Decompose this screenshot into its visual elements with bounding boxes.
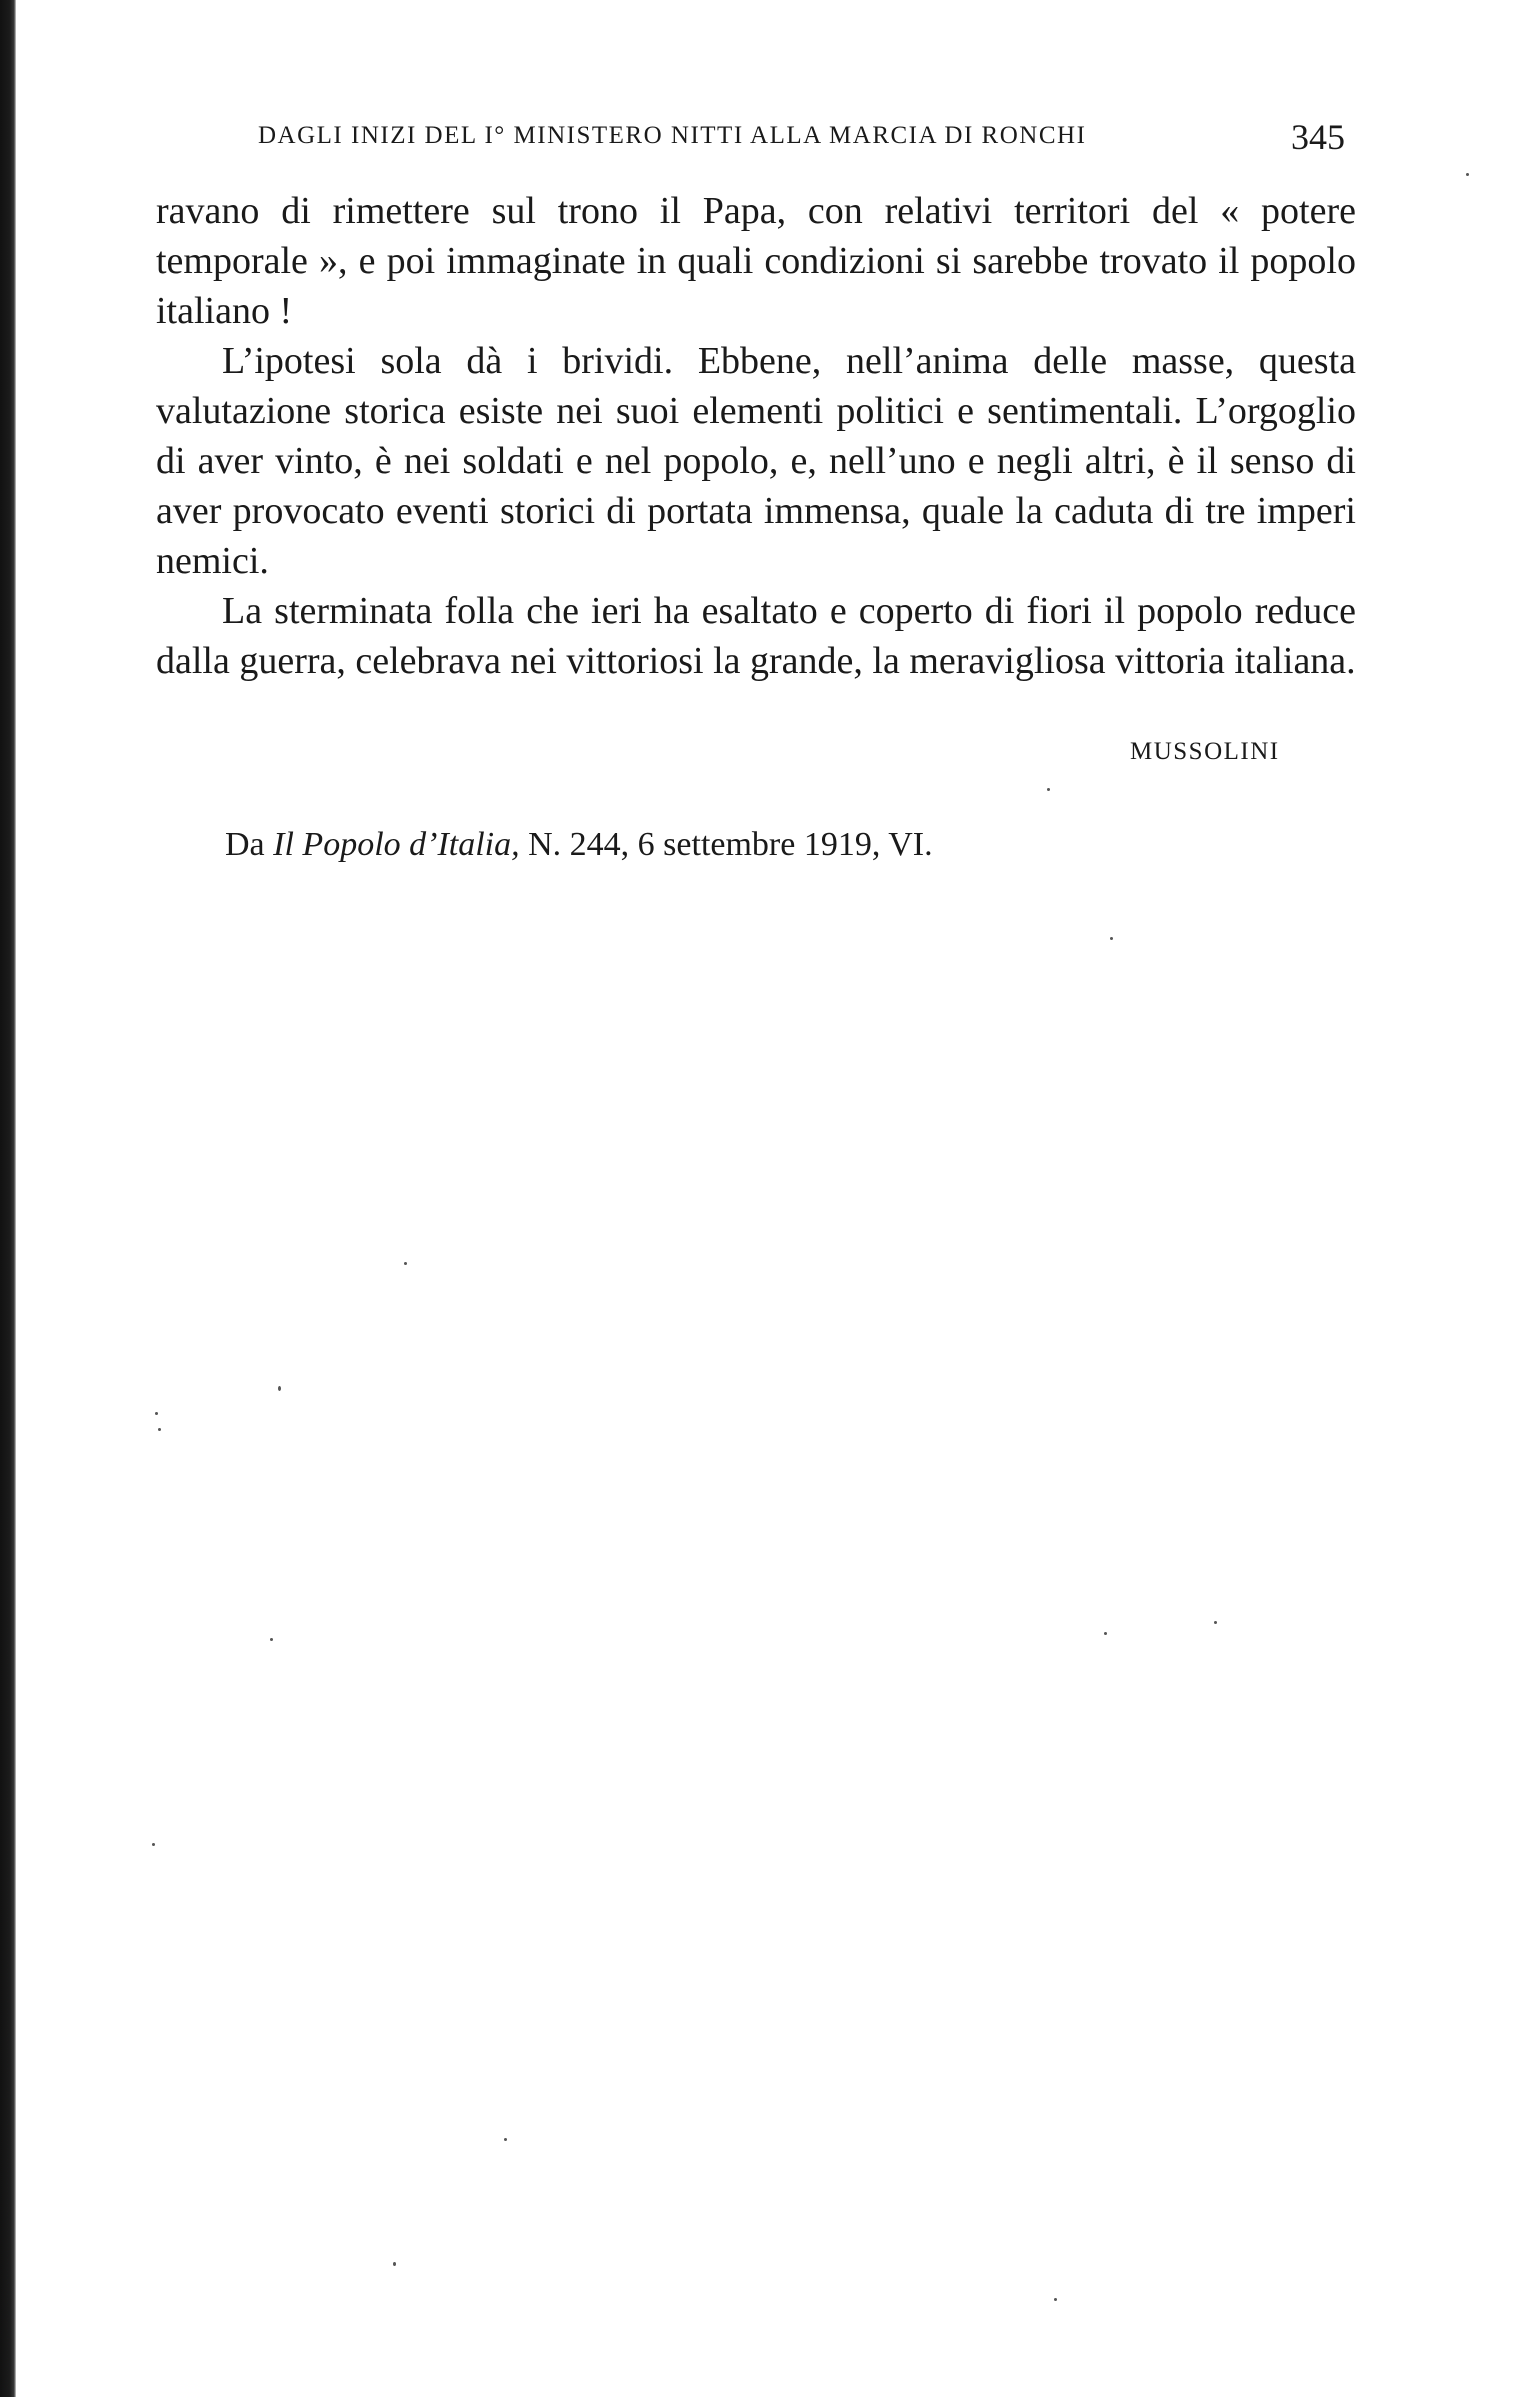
- binding-edge: [0, 0, 16, 2397]
- scan-speck: [158, 1428, 161, 1431]
- scan-speck: [404, 1262, 407, 1265]
- scan-speck: [278, 1386, 281, 1391]
- scan-speck: [1054, 2298, 1057, 2301]
- scan-speck: [1110, 937, 1113, 940]
- scan-speck: [1047, 788, 1050, 791]
- paragraph-1: ravano di rimettere sul trono il Papa, con relativi territori del « potere temporale », e poi immaginate in quali condizioni si sarebbe trovato il popolo italiano !: [156, 190, 1356, 332]
- running-title: DAGLI INIZI DEL I° MINISTERO NITTI ALLA MARCIA DI RONCHI: [258, 122, 1087, 149]
- paragraph-3: La sterminata folla che ieri ha esaltato e coperto di fiori il popolo reduce dalla guerra, celebrava nei vittoriosi la grande, la meravigliosa vittoria italiana.: [156, 590, 1356, 682]
- paragraph-2: L’ipotesi sola dà i brividi. Ebbene, nell’anima delle masse, questa valutazione storica esiste nei suoi elementi politici e sentimentali. L’orgoglio di aver vinto, è nei soldati e nel popolo, e, nell’uno e negli altri, è il senso di aver provocato eventi storici di portata immensa, quale la caduta di tre imperi nemici.: [156, 340, 1356, 582]
- running-head: [258, 118, 1358, 158]
- source-prefix: Da: [225, 826, 265, 863]
- scan-speck: [152, 1843, 155, 1846]
- scan-speck: [155, 1412, 158, 1415]
- source-publication: Il Popolo d’Italia,: [273, 826, 520, 863]
- scan-speck: [1466, 173, 1469, 176]
- page-number: 345: [1291, 117, 1345, 157]
- author-signature: MUSSOLINI: [1130, 738, 1280, 765]
- body-text: [156, 186, 1356, 686]
- scan-speck: [1104, 1632, 1107, 1635]
- scan-speck: [1214, 1621, 1217, 1624]
- source-details: N. 244, 6 settembre 1919, VI.: [528, 826, 933, 863]
- source-citation: [225, 826, 933, 864]
- scan-speck: [393, 2262, 396, 2266]
- scan-speck: [504, 2138, 507, 2141]
- scan-speck: [270, 1638, 273, 1641]
